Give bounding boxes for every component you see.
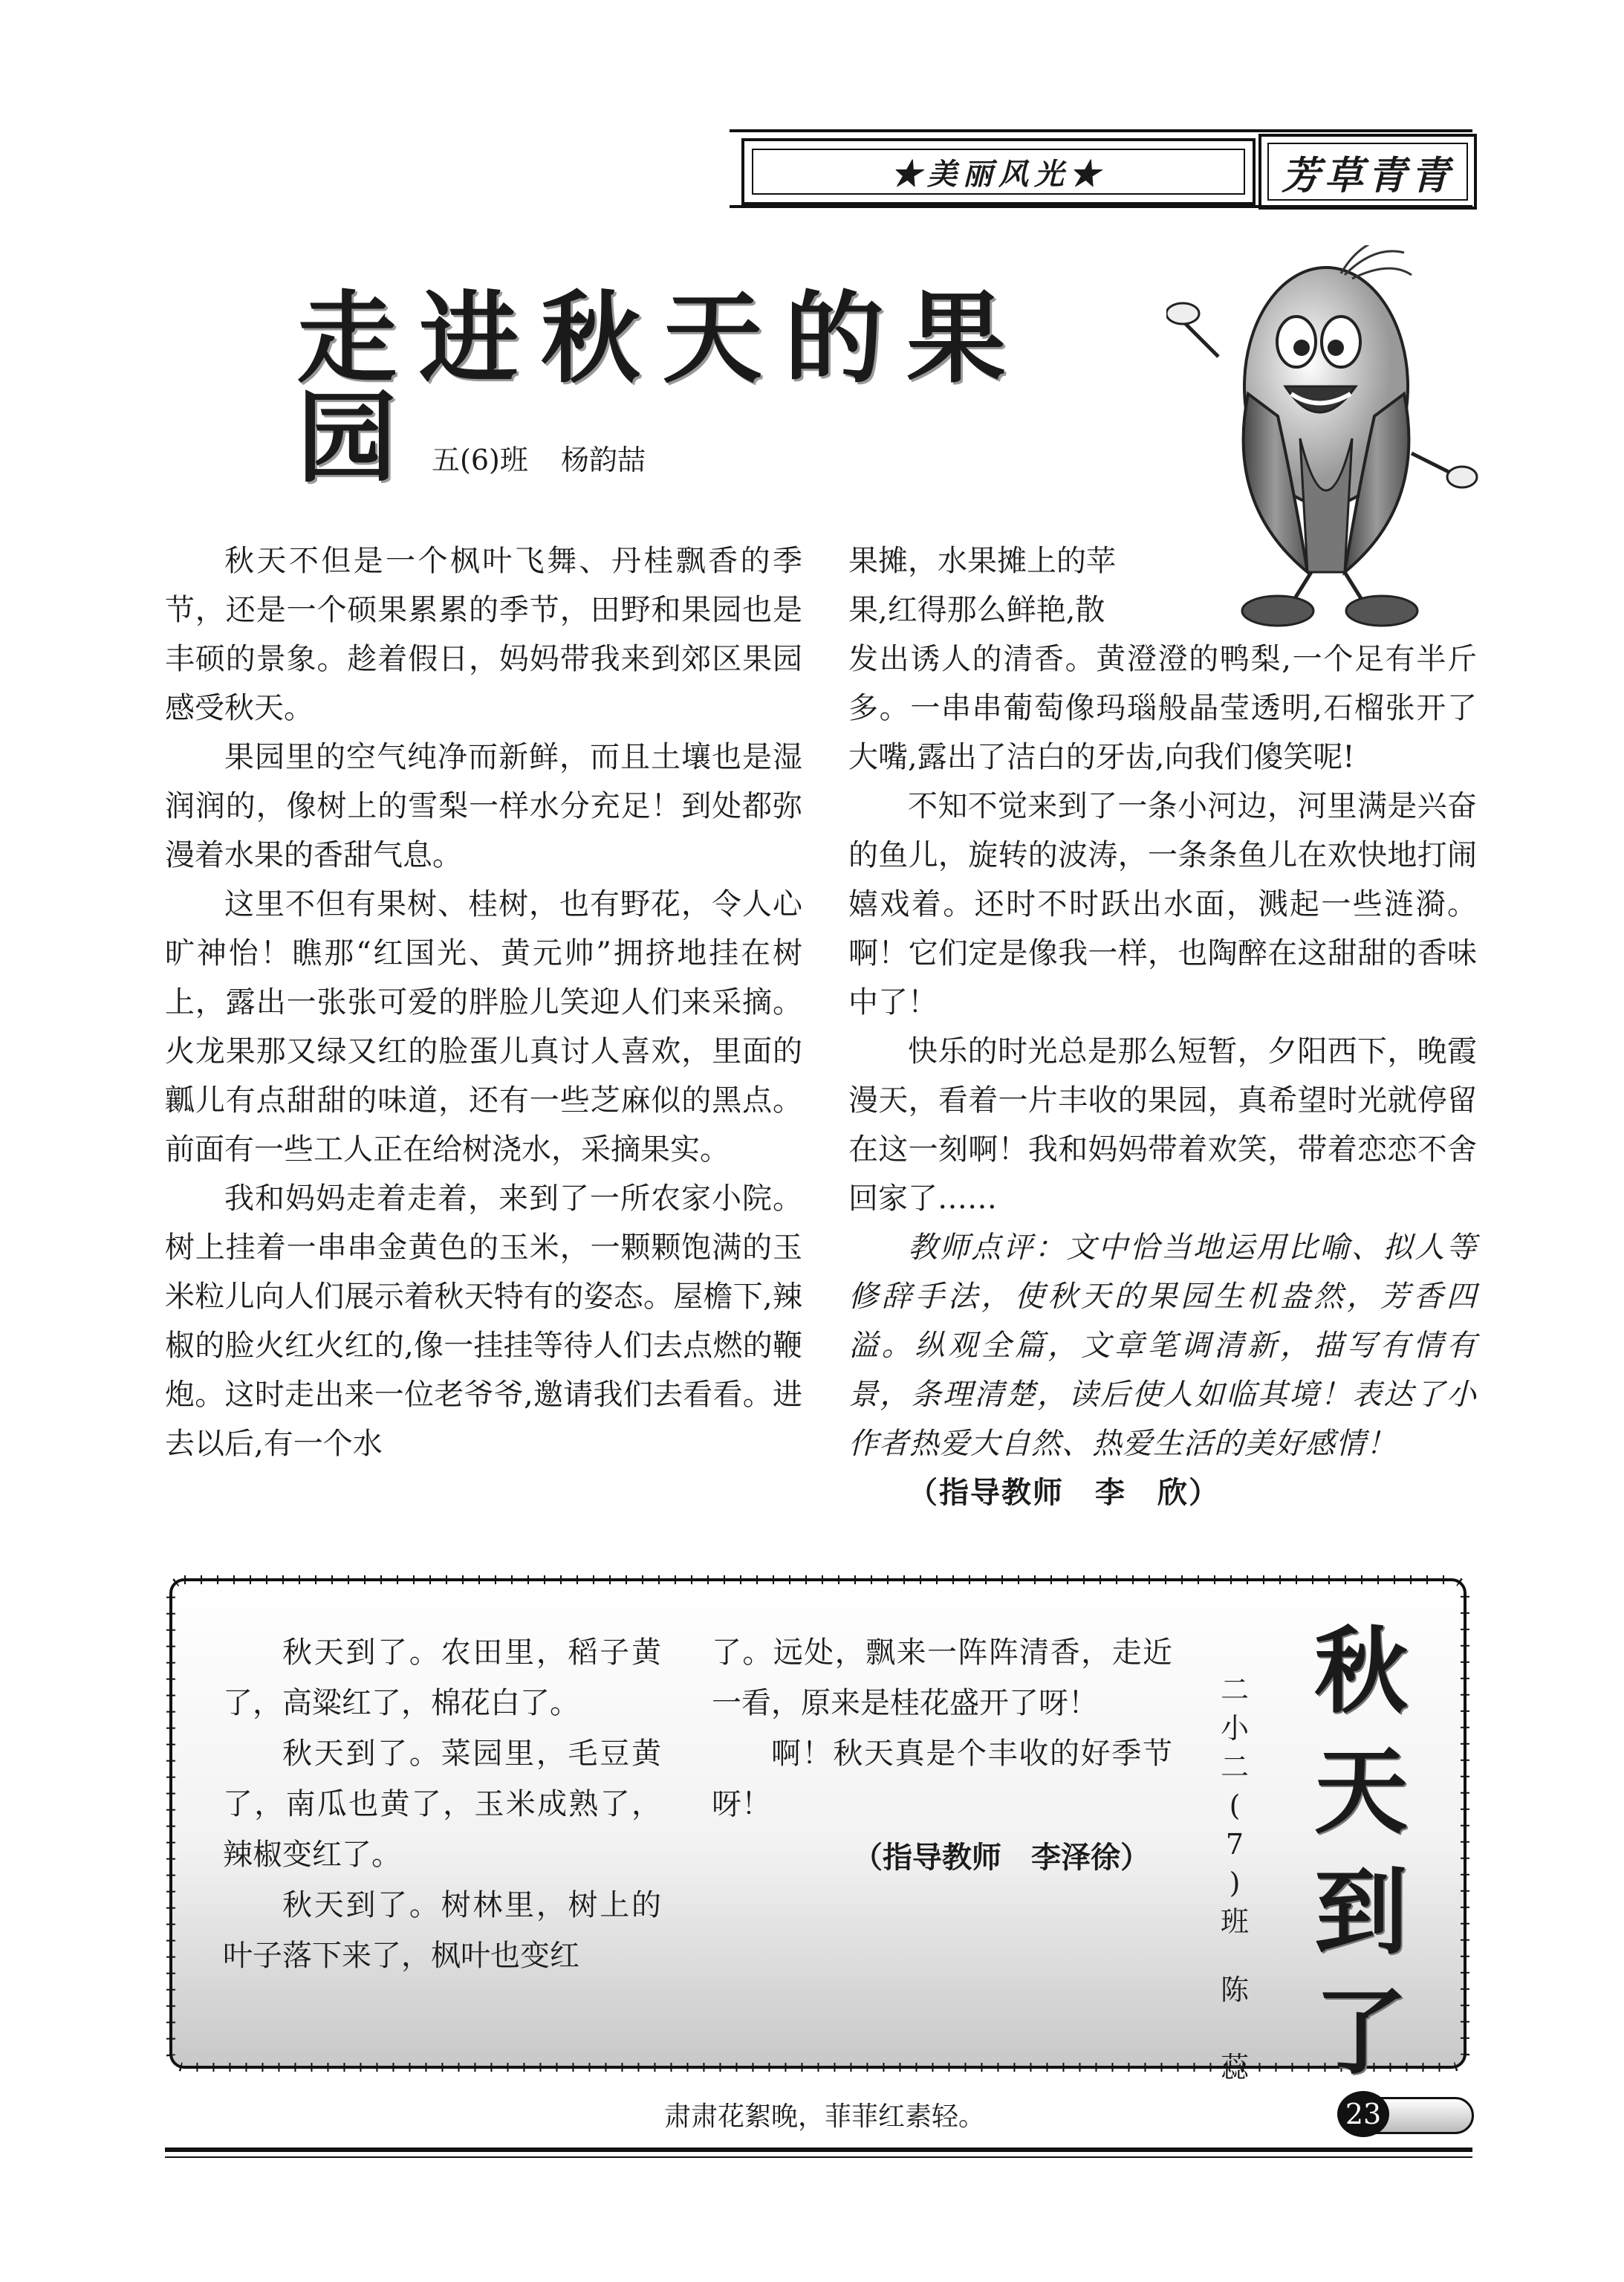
poem-author: 陈 蕊 xyxy=(1220,1974,1249,2084)
article-paragraph: 不知不觉来到了一条小河边，河里满是兴奋的鱼儿，旋转的波涛，一条条鱼儿在欢快地打闹嬉戏着。还时不时跃出水面，溅起一些涟漪。啊！它们定是像我一样，也陶醉在这甜甜的香味中了！ xyxy=(848,789,1477,1020)
author-class: 五(6)班 xyxy=(432,444,528,476)
poem-box xyxy=(165,1574,1471,2087)
article-paragraph: 我和妈妈走着走着，来到了一所农家小院。树上挂着一串串金黄色的玉米，一颗颗饱满的玉米粒儿向人们展示着秋天特有的姿态。屋檐下,辣椒的脸火红火红的,像一挂挂等待人们去点燃的鞭炮。这时走出来一位老爷爷,邀请我们去看看。进去以后,有一个水 xyxy=(165,1181,802,1461)
poem-class: 二 小 二 ( 7 ) 班 xyxy=(1220,1673,1249,1938)
article-byline xyxy=(0,437,1077,478)
section-label-box xyxy=(741,138,1256,205)
poem-paragraph: 秋天到了。树林里，树上的叶子落下来了，枫叶也变红 xyxy=(223,1888,661,1973)
article-paragraph: 果摊，水果摊上的苹 xyxy=(848,544,1116,578)
article-paragraph: 果,红得那么鲜艳,散 xyxy=(848,593,1105,627)
footer-rule-thick xyxy=(165,2148,1472,2152)
article-right-column xyxy=(848,537,1477,1517)
article-paragraph: 这里不但有果树、桂树，也有野花，令人心旷神怡！瞧那“红国光、黄元帅”拥挤地挂在树上，露出一张张可爱的胖脸儿笑迎人们来采摘。火龙果那又绿又红的脸蛋儿真讨人喜欢，里面的瓤儿有点甜甜的味道，还有一些芝麻似的黑点。前面有一些工人正在给树浇水，采摘果实。 xyxy=(165,887,802,1167)
teacher-comment: 教师点评：文中恰当地运用比喻、拟人等修辞手法，使秋天的果园生机盎然，芳香四溢。纵观全篇，文章笔调清新，描写有情有景，条理清楚，读后使人如临其境！表达了小作者热爱大自然、热爱生活的美好感情！ xyxy=(848,1231,1477,1461)
article-paragraph: 秋天不但是一个枫叶飞舞、丹桂飘香的季节，还是一个硕果累累的季节，田野和果园也是丰硕的景象。趁着假日，妈妈带我来到郊区果园感受秋天。 xyxy=(165,544,802,725)
poem-paragraph: 啊！秋天真是个丰收的好季节呀！ xyxy=(712,1737,1172,1821)
poem-paragraph: 秋天到了。菜园里，毛豆黄了，南瓜也黄了，玉米成熟了，辣椒变红了。 xyxy=(223,1737,661,1872)
article-paragraph: 快乐的时光总是那么短暂，夕阳西下，晚霞漫天，看着一片丰收的果园，真希望时光就停留在这一刻啊！我和妈妈带着欢笑，带着恋恋不舍回家了…… xyxy=(848,1034,1477,1216)
article-paragraph: 果园里的空气纯净而新鲜，而且土壤也是湿润润的，像树上的雪梨一样水分充足！到处都弥漫着水果的香甜气息。 xyxy=(165,740,802,872)
poem-byline xyxy=(1212,1670,1257,2087)
article-teacher: （指导教师 李 欣） xyxy=(908,1476,1220,1510)
page-number: 23 xyxy=(1337,2091,1389,2137)
poem-column-2 xyxy=(712,1627,1172,1883)
poem-teacher: （指导教师 李泽徐） xyxy=(853,1841,1150,1875)
footer-quote: 肃肃花絮晚，菲菲红素轻。 xyxy=(663,2101,985,2132)
poem-title: 秋 天 到 了 xyxy=(1314,1616,1408,2087)
section-label: ★美丽风光★ xyxy=(891,156,1105,192)
column-label-box xyxy=(1258,134,1477,210)
article-paragraph: 发出诱人的清香。黄澄澄的鸭梨,一个足有半斤多。一串串葡萄像玛瑙般晶莹透明,石榴张开了大嘴,露出了洁白的牙齿,向我们傻笑呢! xyxy=(848,642,1477,774)
article-title: 走进秋天的果园 xyxy=(297,279,1029,496)
article-left-column xyxy=(165,537,802,1468)
column-label: 芳草青青 xyxy=(1281,152,1454,198)
header-top-rule xyxy=(730,129,1472,132)
poem-paragraph: 秋天到了。农田里，稻子黄了，高粱红了，棉花白了。 xyxy=(223,1636,661,1720)
poem-paragraph: 了。远处，飘来一阵阵清香，走近一看，原来是桂花盛开了呀！ xyxy=(712,1636,1172,1720)
author-name: 杨韵喆 xyxy=(560,444,646,476)
poem-column-1 xyxy=(223,1627,661,1981)
footer-rule-thin xyxy=(165,2156,1472,2158)
